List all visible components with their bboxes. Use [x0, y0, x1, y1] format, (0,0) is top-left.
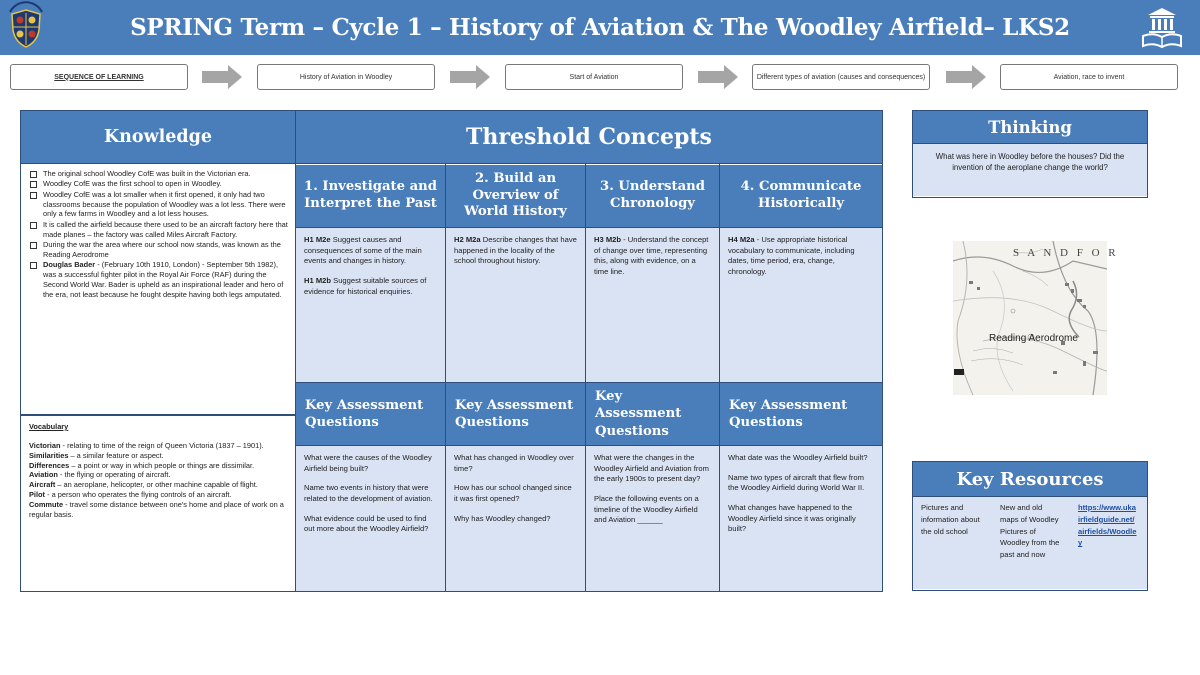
knowledge-item: It is called the airfield because there used to be an aircraft factory here that made planes – the factory was called Miles Aircraft Factory. — [27, 220, 289, 240]
objective-text: H1 M2b Suggest suitable sources of evidence for historical enquiries. — [304, 275, 427, 296]
thinking-text: What was here in Woodley before the houses? Did the invention of the aeroplane change the world? — [913, 144, 1147, 196]
knowledge-item: The original school Woodley CofE was built in the Victorian era. — [27, 169, 289, 179]
vocab-item: Commute - travel some distance between one's home and place of work on a regular basis. — [29, 499, 284, 519]
vocab-item: Similarities – a similar feature or aspect. — [29, 450, 164, 460]
question-text: Name two types of aircraft that flew from the Woodley Airfield during World War II. — [728, 472, 865, 493]
kaq-body-4 — [720, 446, 882, 591]
concept-body-2 — [446, 228, 585, 382]
question-text: What has changed in Woodley over time? — [454, 453, 574, 473]
grid-divider — [21, 163, 882, 165]
objective-text: H1 M2e Suggest causes and consequences of some of the main events and changes in history. — [304, 235, 422, 266]
question-text: Why has Woodley changed? — [454, 513, 551, 523]
grid-divider — [21, 414, 295, 416]
reading-aerodrome-map — [953, 241, 1119, 395]
question-text: Name two events in history that were related to the development of aviation. — [304, 483, 433, 503]
objective-text: H3 M2b - Understand the concept of change over time, representing this, along with evidence, on a time line. — [594, 235, 709, 276]
map-label: Reading Aerodrome — [989, 333, 1078, 344]
library-book-icon — [1140, 6, 1184, 48]
question-text: What changes have happened to the Woodley Airfield since it was originally built? — [728, 502, 856, 534]
concept-body-4 — [720, 228, 882, 382]
question-text: What were the changes in the Woodley Airfield and Aviation from the early 1900s to present day? — [594, 453, 709, 484]
knowledge-item: During the war the area where our school now stands, was known as the Reading Aerodrome — [27, 240, 289, 260]
resource-old-school: Pictures and information about the old school — [921, 503, 980, 536]
map-top-text: S A N D F O R — [1013, 247, 1119, 259]
map-drawing — [953, 241, 1119, 395]
vocabulary-heading: Vocabulary — [29, 422, 69, 431]
objective-text: H4 M2a - Use appropriate historical vocabulary to communicate, including dates, time period, era, change, chronology. — [728, 235, 855, 276]
kaq-body-1 — [296, 446, 445, 591]
thinking-panel — [912, 110, 1148, 198]
resource-maps: New and old maps of Woodley Pictures of Woodley from the past and now — [1000, 503, 1060, 560]
grid-divider — [295, 227, 882, 229]
knowledge-heading: Knowledge — [21, 111, 295, 163]
sequence-step-3: Different types of aviation (causes and consequences) — [752, 64, 930, 90]
knowledge-item: Woodley CofE was a lot smaller when it first opened, it only had two classrooms because the population of Woodley was a lot less. There were only a few farms in Woodley and a lot less houses. — [27, 190, 289, 220]
concept-heading-3: 3. Understand Chronology — [586, 165, 719, 227]
school-logo-icon — [6, 4, 46, 50]
kaq-heading-3: Key Assessment Questions — [586, 383, 719, 445]
arrow-right-icon — [698, 65, 738, 89]
question-text: How has our school changed since it was first opened? — [454, 483, 572, 503]
question-text: What were the causes of the Woodley Airfield being built? — [304, 453, 432, 473]
page-header — [0, 0, 1200, 55]
knowledge-panel — [21, 163, 295, 414]
sequence-step-2: Start of Aviation — [505, 64, 683, 90]
grid-divider — [295, 382, 882, 384]
vocabulary-panel — [21, 416, 295, 591]
vocab-item: Pilot - a person who operates the flying controls of an aircraft. — [29, 490, 232, 500]
arrow-right-icon — [946, 65, 986, 89]
question-text: What date was the Woodley Airfield built? — [728, 453, 868, 462]
kaq-heading-1: Key Assessment Questions — [296, 383, 445, 445]
key-resources-body — [913, 497, 1147, 589]
sequence-of-learning-label: SEQUENCE OF LEARNING — [10, 64, 188, 90]
thinking-heading: Thinking — [913, 111, 1147, 144]
question-text: Place the following events on a timeline of the Woodley Airfield and Aviation ______ — [594, 493, 699, 525]
vocab-item: Aviation - the flying or operating of aircraft. — [29, 470, 171, 480]
grid-divider — [295, 111, 297, 591]
vocab-item: Aircraft – an aeroplane, helicopter, or other machine capable of flight. — [29, 480, 258, 490]
bader-name: Douglas Bader — [43, 260, 96, 270]
kaq-body-2 — [446, 446, 585, 591]
arrow-right-icon — [202, 65, 242, 89]
resource-link[interactable]: https://www.ukairfieldguide.net/airfields/Woodley — [1078, 503, 1137, 548]
objective-text: H2 M2a Describe changes that have happened in the locality of the school throughout history. — [454, 235, 577, 266]
sequence-step-1: History of Aviation in Woodley — [257, 64, 435, 90]
main-grid — [20, 110, 883, 592]
concept-body-3 — [586, 228, 719, 382]
key-resources-heading: Key Resources — [913, 462, 1147, 497]
knowledge-item: Woodley CofE was the first school to open in Woodley. — [27, 179, 289, 189]
page-title: SPRING Term – Cycle 1 – History of Aviation & The Woodley Airfield– LKS2 — [130, 14, 1070, 41]
vocab-item: Differences – a point or way in which people or things are dissimilar. — [29, 460, 255, 470]
grid-divider — [295, 445, 882, 447]
vocabulary-list — [29, 422, 287, 520]
question-text: What evidence could be used to find out more about the Woodley Airfield? — [304, 513, 429, 534]
knowledge-list — [27, 169, 289, 299]
concept-heading-1: 1. Investigate and Interpret the Past — [296, 165, 445, 227]
threshold-concepts-heading: Threshold Concepts — [296, 111, 882, 163]
concept-heading-4: 4. Communicate Historically — [720, 165, 882, 227]
kaq-body-3 — [586, 446, 719, 591]
sequence-step-4: Aviation, race to invent — [1000, 64, 1178, 90]
key-resources-panel — [912, 461, 1148, 591]
kaq-heading-4: Key Assessment Questions — [720, 383, 882, 445]
knowledge-item-bader — [27, 260, 289, 299]
kaq-heading-2: Key Assessment Questions — [446, 383, 585, 445]
arrow-right-icon — [450, 65, 490, 89]
concept-body-1 — [296, 228, 445, 382]
vocab-item: Victorian - relating to time of the reign of Queen Victoria (1837 – 1901). — [29, 440, 264, 450]
concept-heading-2: 2. Build an Overview of World History — [446, 165, 585, 227]
bader-text: - (February 10th 1910, London) - September 5th 1982), was a successful fighter pilot in the Royal Air Force (RAF) during the Second World War. Bader is upheld as an inspirational leader and hero of the era, not least because he fought despite having both legs amputated. — [43, 260, 284, 299]
